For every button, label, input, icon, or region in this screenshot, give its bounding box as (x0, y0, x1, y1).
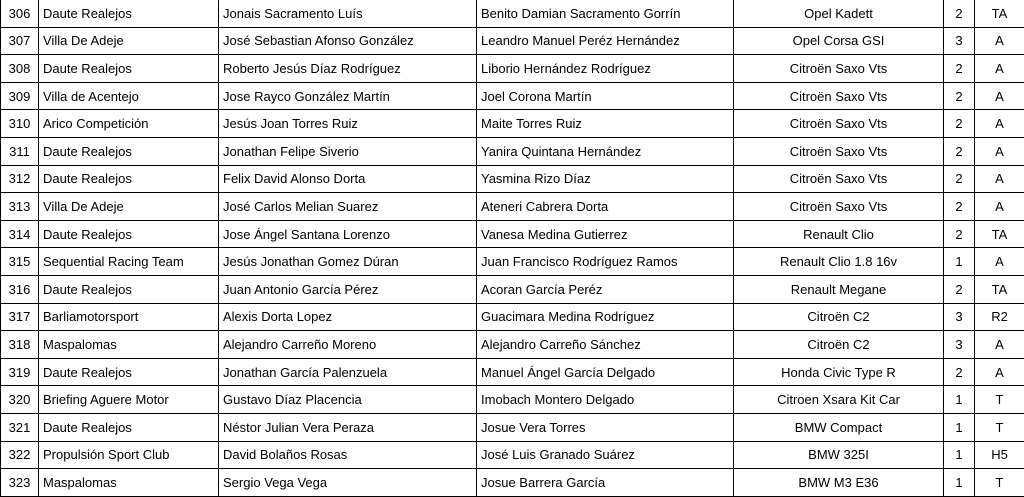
table-row (1, 331, 1024, 359)
cell-driver: Jonais Sacramento Luís (219, 0, 477, 27)
cell-car: Opel Corsa GSI (734, 27, 944, 55)
table-body (1, 0, 1024, 496)
cell-group: 2 (944, 358, 975, 386)
cell-group: 1 (944, 386, 975, 414)
cell-car: Citroën Saxo Vts (734, 193, 944, 221)
cell-class: A (975, 137, 1024, 165)
cell-codriver: Leandro Manuel Peréz Hernández (477, 27, 734, 55)
cell-codriver: Josue Barrera García (477, 469, 734, 497)
cell-car: BMW 325I (734, 441, 944, 469)
table-row (1, 220, 1024, 248)
table-row (1, 248, 1024, 276)
cell-class: A (975, 55, 1024, 83)
cell-codriver: José Luis Granado Suárez (477, 441, 734, 469)
cell-codriver: Maite Torres Ruiz (477, 110, 734, 138)
cell-group: 3 (944, 27, 975, 55)
cell-class: H5 (975, 441, 1024, 469)
cell-team: Barliamotorsport (39, 303, 219, 331)
cell-number: 312 (1, 165, 39, 193)
cell-class: T (975, 413, 1024, 441)
cell-driver: Jesús Jonathan Gomez Dúran (219, 248, 477, 276)
cell-class: A (975, 110, 1024, 138)
cell-car: Renault Megane (734, 275, 944, 303)
table-row (1, 441, 1024, 469)
cell-group: 2 (944, 0, 975, 27)
cell-number: 323 (1, 469, 39, 497)
table-row (1, 165, 1024, 193)
cell-number: 313 (1, 193, 39, 221)
cell-class: A (975, 358, 1024, 386)
cell-codriver: Josue Vera Torres (477, 413, 734, 441)
cell-class: A (975, 248, 1024, 276)
cell-car: Citroën Saxo Vts (734, 165, 944, 193)
cell-group: 1 (944, 441, 975, 469)
cell-codriver: Joel Corona Martín (477, 82, 734, 110)
cell-team: Daute Realejos (39, 275, 219, 303)
cell-group: 2 (944, 165, 975, 193)
table-row (1, 137, 1024, 165)
cell-car: BMW Compact (734, 413, 944, 441)
cell-team: Maspalomas (39, 331, 219, 359)
cell-team: Daute Realejos (39, 55, 219, 83)
cell-class: T (975, 386, 1024, 414)
cell-driver: Gustavo Díaz Placencia (219, 386, 477, 414)
cell-number: 317 (1, 303, 39, 331)
cell-driver: Alexis Dorta Lopez (219, 303, 477, 331)
cell-class: TA (975, 220, 1024, 248)
cell-car: Renault Clio 1.8 16v (734, 248, 944, 276)
cell-number: 319 (1, 358, 39, 386)
cell-driver: Sergio Vega Vega (219, 469, 477, 497)
table-row (1, 82, 1024, 110)
cell-codriver: Liborio Hernández Rodríguez (477, 55, 734, 83)
cell-car: Citroën C2 (734, 331, 944, 359)
cell-group: 1 (944, 413, 975, 441)
cell-number: 322 (1, 441, 39, 469)
table-row (1, 413, 1024, 441)
cell-codriver: Ateneri Cabrera Dorta (477, 193, 734, 221)
cell-group: 1 (944, 248, 975, 276)
cell-codriver: Yanira Quintana Hernández (477, 137, 734, 165)
cell-car: Citroen Xsara Kit Car (734, 386, 944, 414)
cell-driver: Jonathan Felipe Siverio (219, 137, 477, 165)
cell-codriver: Vanesa Medina Gutierrez (477, 220, 734, 248)
cell-codriver: Juan Francisco Rodríguez Ramos (477, 248, 734, 276)
cell-class: R2 (975, 303, 1024, 331)
cell-class: T (975, 469, 1024, 497)
cell-number: 309 (1, 82, 39, 110)
cell-group: 2 (944, 110, 975, 138)
cell-team: Propulsión Sport Club (39, 441, 219, 469)
table-row (1, 193, 1024, 221)
cell-number: 321 (1, 413, 39, 441)
table-row (1, 110, 1024, 138)
table-row (1, 27, 1024, 55)
cell-car: Citroën Saxo Vts (734, 82, 944, 110)
cell-team: Villa De Adeje (39, 193, 219, 221)
cell-driver: Alejandro Carreño Moreno (219, 331, 477, 359)
cell-number: 318 (1, 331, 39, 359)
cell-class: A (975, 193, 1024, 221)
cell-codriver: Acoran García Peréz (477, 275, 734, 303)
cell-group: 3 (944, 331, 975, 359)
table-row (1, 303, 1024, 331)
cell-team: Sequential Racing Team (39, 248, 219, 276)
cell-driver: Jesús Joan Torres Ruiz (219, 110, 477, 138)
cell-team: Daute Realejos (39, 0, 219, 27)
cell-class: TA (975, 275, 1024, 303)
cell-number: 316 (1, 275, 39, 303)
cell-class: A (975, 82, 1024, 110)
cell-team: Daute Realejos (39, 165, 219, 193)
cell-car: Citroën Saxo Vts (734, 137, 944, 165)
cell-car: Opel Kadett (734, 0, 944, 27)
cell-number: 311 (1, 137, 39, 165)
cell-codriver: Benito Damian Sacramento Gorrín (477, 0, 734, 27)
cell-codriver: Manuel Ángel García Delgado (477, 358, 734, 386)
table-row (1, 358, 1024, 386)
cell-codriver: Alejandro Carreño Sánchez (477, 331, 734, 359)
cell-car: Renault Clio (734, 220, 944, 248)
cell-codriver: Guacimara Medina Rodríguez (477, 303, 734, 331)
cell-group: 2 (944, 193, 975, 221)
table-row (1, 0, 1024, 27)
cell-group: 2 (944, 275, 975, 303)
cell-group: 2 (944, 220, 975, 248)
cell-team: Villa De Adeje (39, 27, 219, 55)
cell-driver: Roberto Jesús Díaz Rodríguez (219, 55, 477, 83)
cell-group: 2 (944, 137, 975, 165)
cell-class: A (975, 165, 1024, 193)
cell-number: 307 (1, 27, 39, 55)
cell-class: TA (975, 0, 1024, 27)
cell-codriver: Yasmina Rizo Díaz (477, 165, 734, 193)
cell-group: 2 (944, 82, 975, 110)
cell-driver: Jose Rayco González Martín (219, 82, 477, 110)
cell-group: 2 (944, 55, 975, 83)
cell-codriver: Imobach Montero Delgado (477, 386, 734, 414)
cell-group: 1 (944, 469, 975, 497)
table-row (1, 469, 1024, 497)
cell-driver: José Sebastian Afonso González (219, 27, 477, 55)
cell-car: Honda Civic Type R (734, 358, 944, 386)
cell-number: 315 (1, 248, 39, 276)
table-row (1, 386, 1024, 414)
cell-team: Briefing Aguere Motor (39, 386, 219, 414)
cell-driver: Juan Antonio García Pérez (219, 275, 477, 303)
table-row (1, 275, 1024, 303)
cell-team: Maspalomas (39, 469, 219, 497)
cell-driver: Néstor Julian Vera Peraza (219, 413, 477, 441)
cell-group: 3 (944, 303, 975, 331)
cell-team: Daute Realejos (39, 220, 219, 248)
cell-number: 308 (1, 55, 39, 83)
cell-class: A (975, 331, 1024, 359)
cell-class: A (975, 27, 1024, 55)
cell-number: 320 (1, 386, 39, 414)
cell-driver: Jonathan García Palenzuela (219, 358, 477, 386)
cell-driver: Jose Ángel Santana Lorenzo (219, 220, 477, 248)
cell-driver: José Carlos Melian Suarez (219, 193, 477, 221)
cell-driver: Felix David Alonso Dorta (219, 165, 477, 193)
cell-number: 314 (1, 220, 39, 248)
cell-car: BMW M3 E36 (734, 469, 944, 497)
cell-car: Citroën Saxo Vts (734, 55, 944, 83)
cell-team: Villa de Acentejo (39, 82, 219, 110)
cell-car: Citroën Saxo Vts (734, 110, 944, 138)
cell-team: Daute Realejos (39, 137, 219, 165)
cell-car: Citroën C2 (734, 303, 944, 331)
cell-driver: David Bolaños Rosas (219, 441, 477, 469)
cell-team: Arico Competición (39, 110, 219, 138)
cell-number: 310 (1, 110, 39, 138)
cell-team: Daute Realejos (39, 358, 219, 386)
cell-number: 306 (1, 0, 39, 27)
table-row (1, 55, 1024, 83)
cell-team: Daute Realejos (39, 413, 219, 441)
